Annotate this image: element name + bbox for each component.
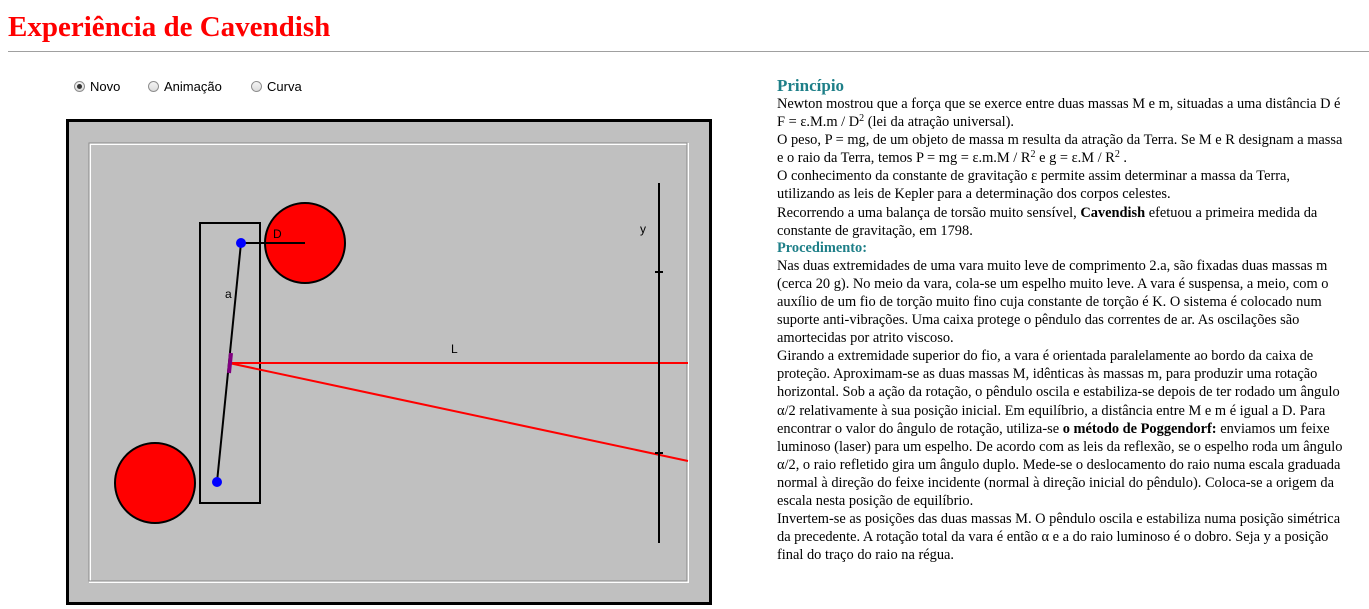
- title-divider: [8, 51, 1369, 52]
- radio-novo-indicator[interactable]: [74, 81, 85, 92]
- radio-curva-indicator[interactable]: [251, 81, 262, 92]
- laser-reflected: [229, 363, 688, 461]
- label-a: a: [225, 287, 232, 301]
- principle-paragraph-2: O peso, P = mg, de um objeto de massa m resulta da atração da Terra. Se M e R designam a massa e o raio da Terra, temos P = mg = $\varepsilon.m.M / R^2$ e $g = \varepsilon.M / R^2$ .: [777, 132, 1343, 167]
- label-d: D: [273, 227, 282, 241]
- radio-animacao-label: Animação: [164, 78, 222, 94]
- explanation-panel: [777, 76, 1347, 564]
- principle-heading: Princípio: [777, 76, 845, 95]
- small-mass-top[interactable]: [236, 238, 246, 248]
- page-title: Experiência de Cavendish: [8, 11, 331, 43]
- large-mass-bottom[interactable]: [115, 443, 195, 523]
- label-y: y: [640, 222, 646, 236]
- simulation-canvas[interactable]: [66, 119, 712, 605]
- principle-paragraph-4: Recorrendo a uma balança de torsão muito sensível, Cavendish efetuou a primeira medida da constante de gravitação, em 1798.: [777, 204, 1318, 239]
- label-l: L: [451, 342, 458, 356]
- simulation-drawing: [69, 122, 709, 602]
- radio-animacao-indicator[interactable]: [148, 81, 159, 92]
- radio-novo-label: Novo: [90, 78, 121, 94]
- radio-animacao[interactable]: [148, 77, 222, 95]
- procedure-paragraph-2: Girando a extremidade superior do fio, a vara é orientada paralelamente ao bordo da caixa de proteção. Aproximam-se as duas massas M, idênticas às massas m, para produzir uma rotação horizontal. Sob a ação da rotação, o pêndulo oscila e estabiliza-se depois de ter rodado um ângulo α/2 relativamente à sua posição inicial. Em equilíbrio, a distância entre M e m é igual a D. Para encontrar o valor do ângulo de rotação, utiliza-se o método de Poggendorf: enviamos um feixe luminoso (laser) para um espelho. De acordo com as leis da reflexão, se o espelho roda um ângulo α/2, o raio refletido gira um ângulo duplo. Mede-se o deslocamento do raio numa escala graduada normal à direção do feixe incidente (normal à direção inicial do pêndulo). Coloca-se a origem da escala nesta posição de equilíbrio.: [777, 348, 1343, 509]
- principle-paragraph-1: Newton mostrou que a força que se exerce entre duas massas M e m, situadas a uma distância D é $F = \varepsilon.M.m / D^2$ (lei da atração universal).: [777, 96, 1341, 131]
- mirror: [229, 353, 231, 373]
- radio-curva[interactable]: [251, 77, 302, 95]
- small-mass-bottom[interactable]: [212, 477, 222, 487]
- procedure-paragraph-3: Invertem-se as posições das duas massas M. O pêndulo oscila e estabiliza numa posição simétrica da precedente. A rotação total da vara é então α e a do raio luminoso é o dobro. Seja y a posição final do traço do raio na régua.: [777, 511, 1341, 564]
- radio-curva-label: Curva: [267, 78, 302, 94]
- procedure-paragraph-1: Nas duas extremidades de uma vara muito leve de comprimento 2.a, são fixadas duas massas m (cerca 20 g). No meio da vara, cola-se um espelho muito leve. A vara é suspensa, a meio, com o auxílio de um fio de torção muito fino cuja constante de torção é K. O sistema é colocado num suporte anti-vibrações. Uma caixa protege o pêndulo das correntes de ar. As oscilações são amortecidas por atrito viscoso.: [777, 257, 1329, 347]
- procedure-heading: Procedimento:: [777, 239, 868, 256]
- principle-paragraph-3: O conhecimento da constante de gravitação ε permite assim determinar a massa da Terra, utilizando as leis de Kepler para a determinação dos corpos celestes.: [777, 168, 1291, 203]
- radio-novo[interactable]: [74, 77, 120, 95]
